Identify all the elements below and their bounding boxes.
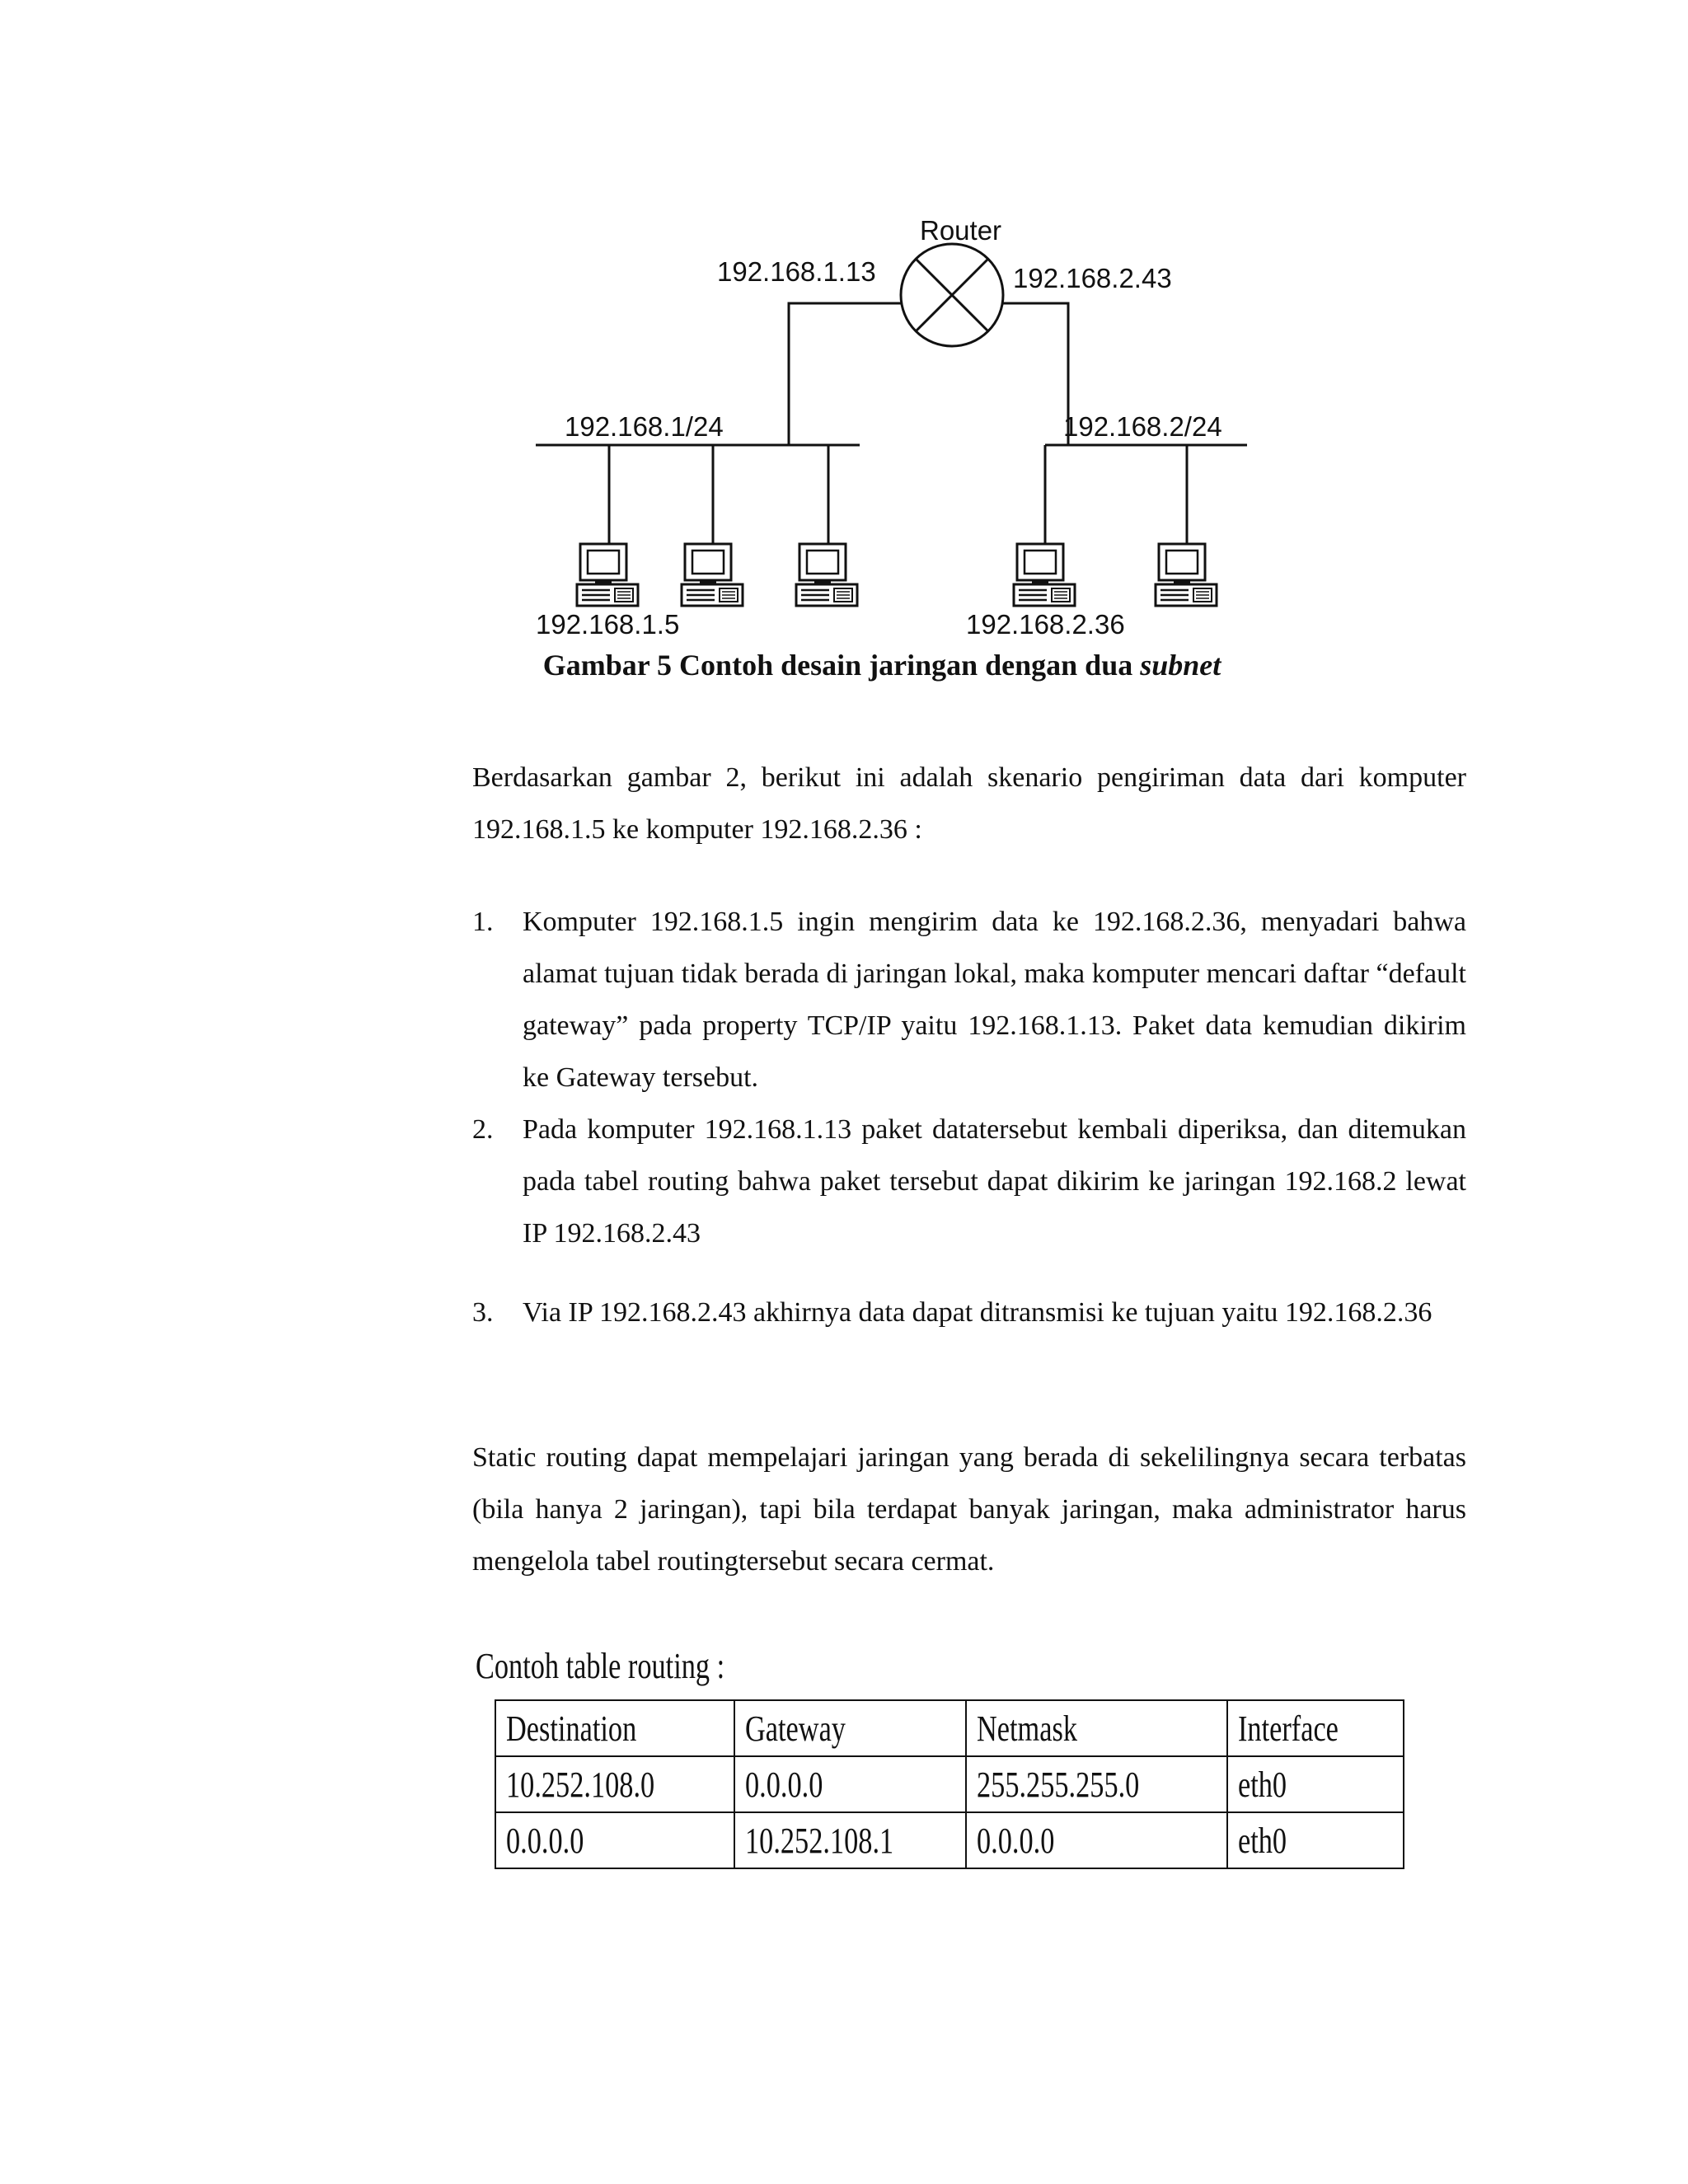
list-text: Via IP 192.168.2.43 akhirnya data dapat ditransmisi ke tujuan yaitu 192.168.2.36 [523,1297,1432,1328]
cell-netmask: 255.255.255.0 [977,1764,1140,1805]
figure-caption [495,648,1269,682]
cell-gateway: 0.0.0.0 [745,1764,823,1805]
list-number: 3. [472,1297,494,1328]
header-destination: Destination [506,1708,637,1749]
table-header-cell [966,1700,1226,1756]
computer-icon [682,544,743,606]
list-text: Komputer 192.168.1.5 ingin mengirim data ke 192.168.2.36, menyadari bahwa alamat tujuan tidak berada di jaringan lokal, maka komputer mencari daftar “default gateway” pada property TCP/IP yaitu 192.168.1.13. Paket data kemudian dikirim ke Gateway tersebut. [523,907,1466,1093]
cell-interface: eth0 [1237,1764,1287,1805]
cell-netmask: 0.0.0.0 [977,1820,1055,1861]
intro-paragraph: Berdasarkan gambar 2, berikut ini adalah skenario pengiriman data dari komputer 192.168.1.5 ke komputer 192.168.2.36 : [472,762,1466,845]
list-item [472,1104,1466,1259]
table-cell [495,1812,734,1868]
list-item [472,896,1466,1104]
router-label: Router [920,215,1002,246]
router-right-ip: 192.168.2.43 [1013,263,1172,293]
table-cell [495,1756,734,1812]
left-pc-ip: 192.168.1.5 [536,609,680,640]
cell-interface: eth0 [1237,1820,1287,1861]
table-header-row [495,1700,1404,1756]
list-item [472,1286,1466,1338]
cell-destination: 0.0.0.0 [506,1820,584,1861]
router-icon [901,244,1003,346]
computer-icon [577,544,638,606]
table-cell [966,1756,1226,1812]
header-interface: Interface [1237,1708,1339,1749]
table-cell [966,1812,1226,1868]
table-cell [1227,1812,1404,1868]
table-header-cell [1227,1700,1404,1756]
network-diagram [0,0,1688,709]
table-cell [734,1812,966,1868]
steps-list [472,896,1466,1338]
header-gateway: Gateway [745,1708,846,1749]
list-number: 2. [472,1114,494,1145]
computer-icon [796,544,857,606]
caption-emphasis: subnet [1140,649,1221,682]
right-pc-ip: 192.168.2.36 [966,609,1125,640]
table-cell [734,1756,966,1812]
list-number: 1. [472,907,494,937]
table-header-cell [495,1700,734,1756]
table-header-cell [734,1700,966,1756]
computer-icon [1014,544,1075,606]
table-row [495,1812,1404,1868]
table-row [495,1756,1404,1812]
list-text: Pada komputer 192.168.1.13 paket datatersebut kembali diperiksa, dan ditemukan pada tabel routing bahwa paket tersebut dapat dikirim ke jaringan 192.168.2 lewat IP 192.168.2.43 [523,1114,1466,1249]
routing-table [495,1699,1404,1869]
router-left-ip: 192.168.1.13 [717,256,876,287]
right-subnet-label: 192.168.2/24 [1063,411,1222,442]
header-netmask: Netmask [977,1708,1078,1749]
left-subnet-label: 192.168.1/24 [565,411,724,442]
computer-icon [1156,544,1217,606]
cell-destination: 10.252.108.0 [506,1764,655,1805]
table-cell [1227,1756,1404,1812]
static-routing-paragraph: Static routing dapat mempelajari jaringan yang berada di sekelilingnya secara terbatas (bila hanya 2 jaringan), tapi bila terdapat banyak jaringan, maka administrator harus mengelola tabel routingtersebut secara cermat. [472,1442,1466,1577]
caption-text: Gambar 5 Contoh desain jaringan dengan dua [542,649,1141,682]
routing-table-title: Contoh table routing : [476,1646,725,1686]
cell-gateway: 10.252.108.1 [745,1820,894,1861]
